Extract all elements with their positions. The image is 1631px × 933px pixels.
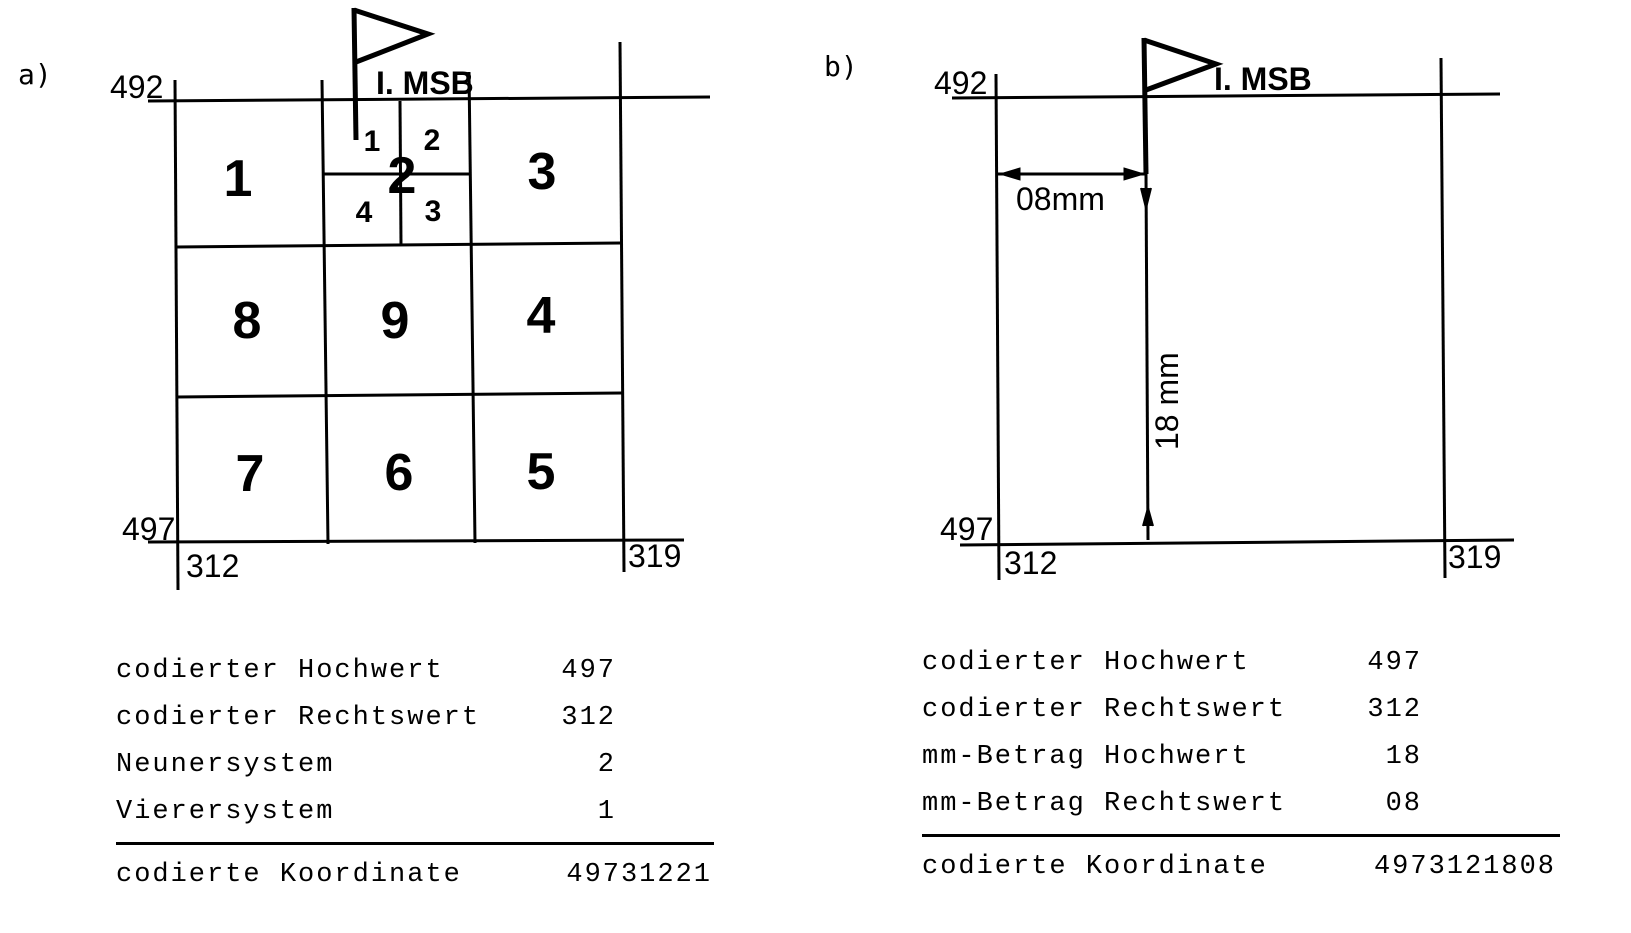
- row-key: mm-Betrag Hochwert: [922, 742, 1250, 772]
- sub-cell-3: 3: [424, 195, 442, 228]
- cell-5: 5: [526, 443, 556, 501]
- panel-a-top-left-northing: 492: [110, 69, 164, 105]
- row-key: codierter Rechtswert: [116, 703, 481, 733]
- cell-8: 8: [232, 292, 262, 350]
- row-value: 312: [561, 703, 616, 733]
- result-key: codierte Koordinate: [116, 860, 462, 890]
- row-key: codierter Hochwert: [116, 656, 444, 686]
- panel-b-label: b): [824, 50, 858, 83]
- panel-b-sum-rule: [922, 834, 1560, 837]
- result-key: codierte Koordinate: [922, 852, 1268, 882]
- cell-6: 6: [384, 444, 414, 502]
- row-key: codierter Hochwert: [922, 648, 1250, 678]
- row-key: Neunersystem: [116, 750, 335, 780]
- panel-a-table: [116, 0, 716, 933]
- panel-b-flag-label: I. MSB: [1214, 61, 1312, 97]
- row-value: 312: [1367, 695, 1422, 725]
- row-key: Vierersystem: [116, 797, 335, 827]
- cell-1: 1: [223, 150, 253, 208]
- row-key: mm-Betrag Rechtswert: [922, 789, 1287, 819]
- panel-a-bottom-left-easting: 312: [186, 548, 240, 584]
- panel-b-vertical-dimension: 18 mm: [1149, 352, 1185, 450]
- sub-cell-4: 4: [355, 196, 373, 229]
- cell-2: 2: [387, 147, 417, 205]
- cell-9: 9: [380, 292, 410, 350]
- panel-b-table: [922, 0, 1562, 933]
- sub-cell-1: 1: [363, 125, 381, 158]
- panel-a-sum-rule: [116, 842, 714, 845]
- row-value: 08: [1385, 789, 1422, 819]
- cell-4: 4: [526, 287, 556, 345]
- row-value: 18: [1385, 742, 1422, 772]
- panel-b-horizontal-dimension: 08mm: [1016, 181, 1105, 217]
- row-key: codierter Rechtswert: [922, 695, 1287, 725]
- panel-b-bottom-left-easting: 312: [1004, 545, 1058, 581]
- panel-a-flag-label: I. MSB: [376, 65, 474, 101]
- row-value: 2: [597, 750, 616, 780]
- sub-cell-2: 2: [423, 124, 441, 157]
- result-value: 49731221: [566, 860, 712, 890]
- cell-7: 7: [235, 445, 265, 503]
- panel-b-bottom-right-easting: 319: [1448, 539, 1502, 575]
- panel-a-label: a): [18, 58, 52, 91]
- row-value: 1: [597, 797, 616, 827]
- result-value: 4973121808: [1373, 852, 1556, 882]
- row-value: 497: [561, 656, 616, 686]
- row-value: 497: [1367, 648, 1422, 678]
- panel-a-bottom-right-easting: 319: [628, 538, 682, 574]
- panel-b-top-left-northing: 492: [934, 65, 988, 101]
- cell-3: 3: [527, 143, 557, 201]
- panel-a-bottom-left-northing: 497: [122, 511, 176, 547]
- panel-b-bottom-left-northing: 497: [940, 511, 994, 547]
